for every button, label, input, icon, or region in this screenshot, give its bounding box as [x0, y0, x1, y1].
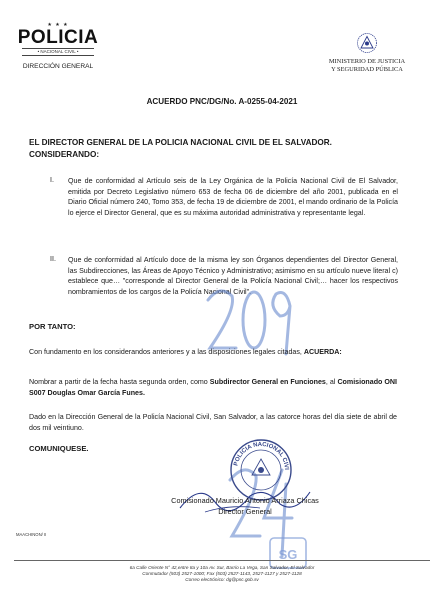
signatory-name: Comisionado Mauricio Antonio Arriaza Chicas: [171, 496, 319, 505]
logo-stars: ★ ★ ★: [47, 22, 69, 28]
acuerda-label: ACUERDA:: [303, 348, 342, 356]
director-heading: EL DIRECTOR GENERAL DE LA POLICIA NACIONAL CIVIL DE EL SALVADOR.: [29, 138, 332, 147]
signatory-title: Director General: [218, 507, 272, 516]
document-title: ACUERDO PNC/DG/No. A-0255-04-2021: [146, 97, 298, 106]
logo-subtitle: • NACIONAL CIVIL •: [22, 48, 94, 56]
footer-address: 6a Calle Oriente N° 42,entre 8a y 10a Av. Sur, Barrio La Vega, San Salvador, El Salvador: [129, 565, 315, 570]
footer-email: Correo electrónico: dg@pnc.gob.sv: [185, 577, 259, 582]
item-number: II.: [50, 255, 56, 263]
fundamento-text: Con fundamento en los considerandos anteriores y a las disposiciones legales citadas,: [29, 348, 302, 356]
por-tanto-heading: POR TANTO:: [29, 322, 76, 331]
pnc-logo: [12, 22, 104, 70]
ministry-logo: [312, 32, 422, 74]
nombramiento-paragraph: [29, 377, 397, 398]
fundamento-paragraph: [29, 347, 397, 358]
svg-text:POLICIA NACIONAL CIVIL: [228, 437, 289, 470]
ministry-name-line1: MINISTERIO DE JUSTICIA: [328, 58, 406, 65]
ministry-name-line2: Y SEGURIDAD PÚBLICA: [331, 66, 403, 73]
cargo-name: Subdirector General en Funciones: [209, 378, 326, 386]
nombrado-name: Comisionado ONI S007 Douglas Omar García Funes.: [29, 378, 398, 397]
item-number: I.: [50, 176, 54, 184]
logo-department: DIRECCIÓN GENERAL: [22, 63, 94, 70]
stamp-text: POLICIA NACIONAL CIVI: [233, 441, 290, 471]
dado-paragraph: Dado en la Dirección General de la Policía Nacional Civil, San Salvador, a las catorce horas del día siete de abril de dos mil veintiuno.: [29, 413, 397, 432]
considerando-heading: CONSIDERANDO:: [29, 150, 100, 159]
sg-box-text: SG: [278, 547, 298, 562]
reference-initials: MAACHINON/ II: [16, 532, 47, 537]
national-seal-icon: [356, 32, 378, 54]
considerando-item: Que de conformidad al Artículo seis de la Ley Orgánica de la Policía Nacional Civil de El Salvador, emitida por Decreto Legislativo número 653 de fecha 06 de diciembre del año 2001, publicada en el Diario Oficial número 240, Tomo 353, de fecha 19 de diciembre de 2001, el mando ordinario de la Policía lo ejerce el Director General, que es su máxima autoridad administrativa y representante legal.: [68, 177, 398, 217]
logo-wordmark: POLICIA: [17, 27, 99, 48]
footer-phones: Conmutador (503) 2527-1000; Fax (503) 2527-1143, 2527-1127 y 2527-1128: [142, 571, 302, 576]
footer-divider: [14, 560, 430, 561]
comuniquese-heading: COMUNIQUESE.: [29, 444, 89, 453]
considerando-item: Que de conformidad al Artículo doce de la misma ley son Órganos dependientes del Director General, las Subdirecciones, las Áreas de Apoyo Técnico y Administrativo; asimismo en su artículo nueve literal c) establece que… "corresponde al Director General de la Policía Nacional Civil;… hacer los respectivos nombramientos de los cargos de la Policía Nacional Civil".: [68, 256, 398, 296]
nombramiento-connector: , al: [325, 378, 336, 386]
nombramiento-text: Nombrar a partir de la fecha hasta segunda orden, como: [29, 378, 208, 386]
